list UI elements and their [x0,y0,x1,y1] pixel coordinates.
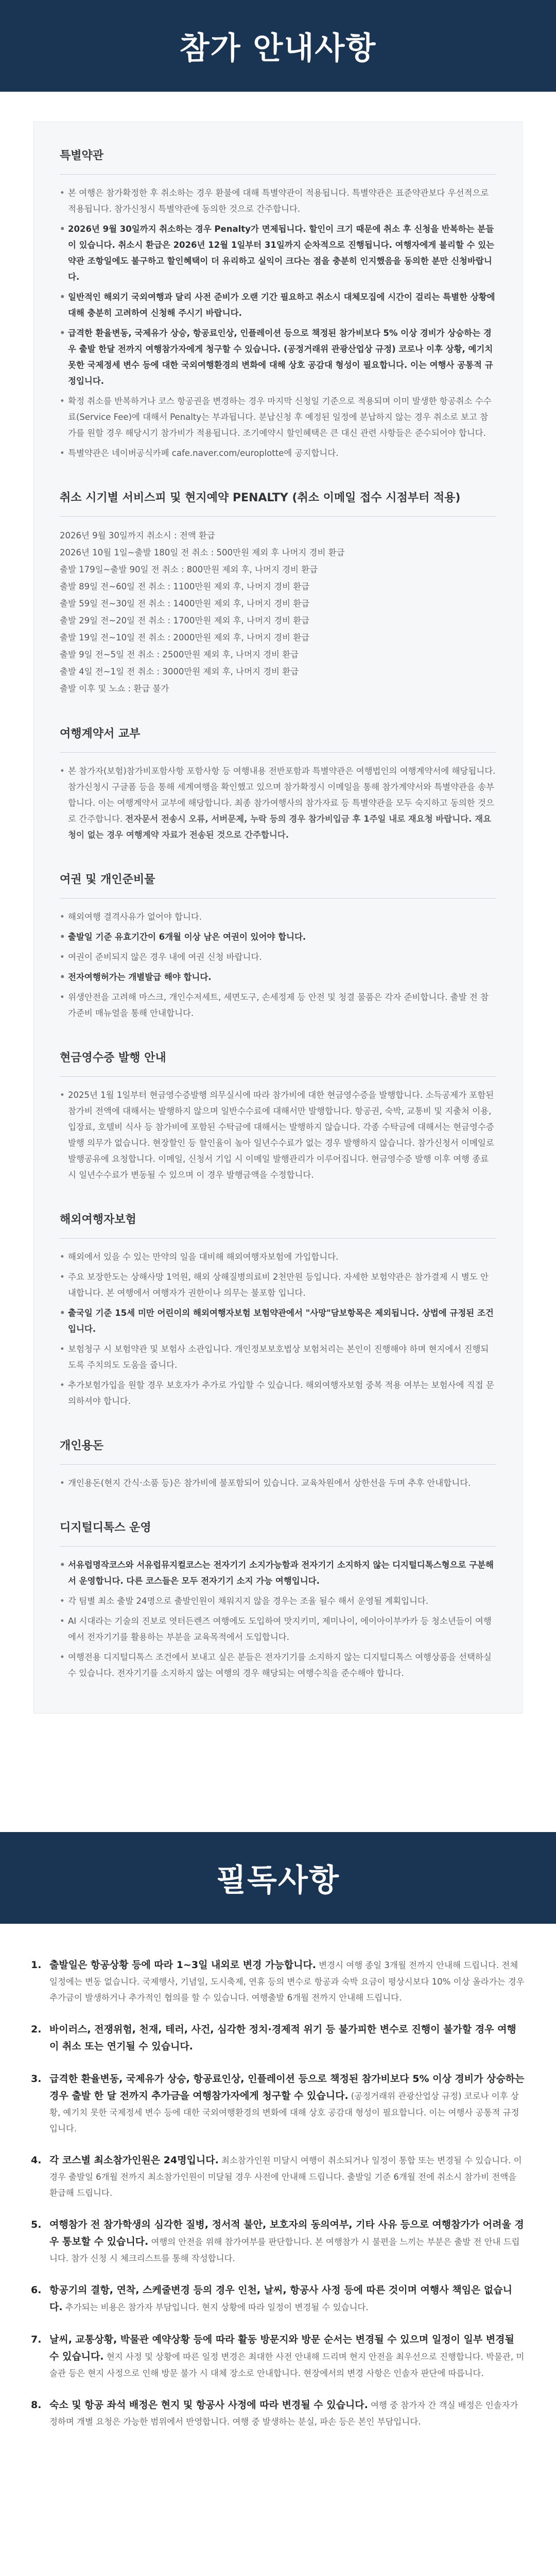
penalty-line: 출발 59일 전~30일 전 취소 : 1400만원 제외 후, 나머지 경비 환급 [60,599,310,608]
notice-headline: 날씨, 교통상황, 박물관 예약상황 등에 따라 활동 방문지와 방문 순서는 변경될 수 있으며 일정이 일부 변경될 수 있습니다. [49,2334,514,2362]
divider [60,752,496,753]
bullet-item: • 본 여행은 참가확정한 후 취소하는 경우 환불에 대해 특별약관이 적용됩니다. 특별약관은 표준약관보다 우선적으로 적용됩니다. 참가신청시 특별약관에 동의한 것으로 간주합니다. [60,185,496,217]
notice-headline: 출발일은 항공상황 등에 따라 1~3일 내외로 변경 가능합니다. [49,1959,317,1971]
notice-text: 최소참가인원 미달시 여행이 취소되거나 일정이 통합 또는 변경될 수 있습니다. 이 경우 출발일 6개월 전까지 최소참가인원이 미달될 경우 사전에 안내해 드립니다. 출발일 기준 6개월 전에 취소시 참가비 전액을 환급해 드립니다. [49,2156,522,2198]
notice-body [49,2216,525,2266]
divider [60,516,496,517]
penalty-line: 출발 9일 전~5일 전 취소 : 2500만원 제외 후, 나머지 경비 환급 [60,650,299,659]
notice-list [31,1957,525,2430]
bullet-item: • 추가보험가입을 원할 경우 보호자가 추가로 가입할 수 있습니다. 해외여행자보험 중복 적용 여부는 보험사에 직접 문의하셔야 합니다. [60,1377,496,1409]
bullet-item: • 각 팀별 최소 출발 24명으로 출발인원이 채워지지 않을 경우는 조율 될수 해서 운영될 계획입니다. [60,1593,496,1609]
bullet-item: • 출국일 기준 15세 미만 어린이의 해외여행자보험 보험약관에서 "사망"담보항목은 제외됩니다. 상법에 규정된 조건입니다. [60,1305,496,1337]
penalty-line: 출발 19일 전~10일 전 취소 : 2000만원 제외 후, 나머지 경비 환급 [60,633,310,642]
bullet-list [60,1249,496,1409]
section-passport [60,871,496,1021]
bullet-item: • 주요 보장한도는 상해사망 1억원, 해외 상해질병의료비 2천만원 등입니다. 자세한 보험약관은 참가결제 시 별도 안내합니다. 본 여행에서 여행자가 권한이나 의무는 불포함 입니다. [60,1269,496,1301]
divider [60,898,496,899]
notice-body [49,2331,525,2381]
section-title: 여권 및 개인준비물 [60,873,155,886]
notice-item [31,2071,525,2137]
divider [60,1238,496,1239]
penalty-lines [60,527,496,697]
header-participation-guide [0,0,556,92]
notice-number: 7. [31,2334,42,2345]
bullet-item: • 확정 취소를 반복하거나 코스 항공권을 변경하는 경우 마지막 신청일 기준으로 적용되며 이미 발생한 항공취소 수수료(Service Fee)에 대해서 Penalty는 부과됩니다. 분납신청 후 예정된 일정에 분납하지 않는 경우 취소로 보고 참가를 원할 경우 해당시기 참가비가 적용됩니다. 조기예약시 할인혜택은 큰 대신 관련 사항들은 준수되어야 합니다. [60,393,496,441]
bullet-item: • 서유럽명작코스와 서유럽뮤지컬코스는 전자기기 소지가능함과 전자기기 소지하지 않는 디지털디톡스형으로 구분해서 운영합니다. 다른 코스들은 모두 전자기기 소지 가능 여행입니다. [60,1557,496,1589]
section-cash-receipt [60,1049,496,1183]
bullet-item [60,763,496,843]
section-travel-insurance [60,1211,496,1409]
notice-text: 추가되는 비용은 참가자 부담입니다. 현지 상황에 따라 일정이 변경될 수 있습니다. [65,2302,369,2312]
notice-number: 6. [31,2284,42,2296]
bullet-list [60,1475,496,1491]
notice-text: (공정거래위 관광산업상 규정) 코로나 이후 상황, 예기치 못한 국제정세 변수 등에 대한 국외여행환경의 변화에 대해 상호 공감대 형성이 필요합니다. 이는 여행사 공통적 규정입니다. [49,2091,519,2133]
header-must-read [0,1832,556,1924]
bullet-item: • AI 시대라는 기술의 진보로 엿터든렌즈 여행에도 도입하여 맛지키미, 제미나이, 에이아이부카카 등 청소년들이 여행에서 전자기기를 활용하는 부분을 교육목적에서 도입합니다. [60,1613,496,1645]
notice-headline: 바이러스, 전쟁위험, 천재, 테러, 사건, 심각한 정치·경제적 위기 등 불가피한 변수로 진행이 불가할 경우 여행이 취소 또는 연기될 수 있습니다. [49,2024,516,2052]
bullet-item: • 해외여행 결격사유가 없어야 합니다. [60,909,496,925]
penalty-line: 출발 4일 전~1일 전 취소 : 3000만원 제외 후, 나머지 경비 환급 [60,667,299,676]
notice-headline: 급격한 환율변동, 국제유가 상승, 항공료인상, 인플레이션 등으로 책정된 참가비보다 5% 이상 경비가 상승하는 경우 출발 한 달 전까지 추가금을 여행참가자에게 청구할 수 있습니다. [49,2073,525,2102]
section-digital-detox [60,1519,496,1681]
bullet-item: • 전자여행허가는 개별발급 해야 합니다. [60,969,496,985]
section-title: 디지털디톡스 운영 [60,1521,151,1534]
notice-text: 현지 사정 및 상황에 따른 일정 변경은 최대한 사전 안내해 드리며 현지 안전을 최우선으로 진행합니다. 박물관, 미술관 등은 현지 사정으로 인해 방문 불가 시 대체 장소로 안내합니다. 현장에서의 변경 사항은 인솔자 판단에 따릅니다. [49,2352,525,2378]
bullet-item: • 출발일 기준 유효기간이 6개월 이상 남은 여권이 있어야 합니다. [60,929,496,945]
penalty-line: 출발 179일~출발 90일 전 취소 : 800만원 제외 후, 나머지 경비 환급 [60,565,318,574]
notice-item [31,2397,525,2430]
notice-number: 5. [31,2219,42,2230]
notice-headline: 각 코스별 최소참가인원은 24명입니다. [49,2155,219,2166]
divider [60,1464,496,1465]
notice-body [49,2071,525,2137]
section-title: 해외여행자보험 [60,1213,136,1226]
penalty-line: 2026년 9월 30일까지 취소시 : 전액 환급 [60,531,215,540]
section-title: 특별약관 [60,149,104,162]
bullet-item: • 개인용돈(현지 간식·소품 등)은 참가비에 불포함되어 있습니다. 교육차원에서 상한선을 두며 추후 안내합니다. [60,1475,496,1491]
bullet-item: • 특별약관은 네이버공식카페 cafe.naver.com/europlotte에 공지합니다. [60,445,496,461]
notice-number: 3. [31,2073,42,2084]
section-title: 여행계약서 교부 [60,727,141,740]
notice-headline: 항공기의 결항, 연착, 스케줄변경 등의 경우 인천, 날씨, 항공사 사정 등에 따른 것이며 여행사 책임은 없습니다. [49,2284,512,2313]
bullet-item: • 해외에서 있을 수 있는 만약의 일을 대비해 해외여행자보험에 가입합니다. [60,1249,496,1265]
notice-number: 1. [31,1959,42,1971]
penalty-line: 출발 29일 전~20일 전 취소 : 1700만원 제외 후, 나머지 경비 환급 [60,616,310,625]
notice-text: 여행의 안전을 위해 참가여부를 판단합니다. 본 여행참가 시 불편을 느끼는 부분은 출발 전 안내 드립니다. 참가 신청 시 체크리스트를 통해 작성합니다. [49,2237,520,2263]
bullet-list [60,909,496,1021]
notice-item [31,1957,525,2006]
header-title: 필독사항 [216,1862,340,1899]
divider [60,1546,496,1547]
divider [60,174,496,175]
bullet-item: • 일반적인 해외기 국외여행과 달리 사전 준비가 오랜 기간 필요하고 취소시 대체모집에 시간이 걸리는 특별한 상황에 대해 충분히 고려하여 신청해 주시기 바랍니다. [60,289,496,321]
penalty-line: 출발 이후 및 노쇼 : 환급 불가 [60,684,169,693]
bullet-item: • 2025년 1월 1일부터 현금영수증발행 의무실시에 따라 참가비에 대한 현금영수증을 발행합니다. 소득공제가 포함된 참가비 전액에 대해서는 발행하지 않으며 일반수수료에 대해서만 발행합니다. 항공권, 숙박, 교통비 및 지출처 이용, 입장료, 호텔비 식사 등 참가비에 포함된 수탁금에 대해서는 발행하지 않습니다. 각종 수탁금에 대해서는 현금영수증 발행 의무가 없습니다. 현장할인 등 할인율이 높아 일년수수료가 없는 경우 발행하지 않습니다. 참가신청서 이메일로 발행공유에 요청합니다. 이메일, 신청서 기입 시 이메일 발행관리가 이루어집니다. 현금영수증 발행 이후 여행 종료시 일년수수료가 변동될 수 있으며 이 경우 발행금액을 수정합니다. [60,1087,496,1183]
bullet-item: • 여행전용 디지털디톡스 조건에서 보내고 싶은 분들은 전자기기를 소지하지 않는 디지털디톡스 여행상품을 선택하실 수 있습니다. 전자기기를 소지하지 않는 여행의 경우 해당되는 여행수칙을 준수해야 합니다. [60,1649,496,1681]
notice-item [31,2216,525,2266]
notice-body [49,2397,525,2430]
guide-card [33,122,523,1714]
bullet-list [60,1087,496,1183]
notice-item [31,2331,525,2381]
notice-body [49,1957,525,2006]
notice-item [31,2021,525,2055]
contract-emphasis: 전자문서 전송시 오류, 서버문제, 누락 등의 경우 참가비입금 후 1주일 내로 재요청 바랍니다. 재요청이 없는 경우 여행계약 자료가 전송된 것으로 간주합니다. [68,814,492,840]
bullet-item: • 급격한 환율변동, 국제유가 상승, 항공료인상, 인플레이션 등으로 책정된 참가비보다 5% 이상 경비가 상승하는 경우 출발 한달 전까지 여행참가자에게 청구할 수 있습니다. (공정거래위 관광산업상 규정) 코로나 이후 상황, 예기치 못한 국제정세 변수 등에 대한 국외여행환경의 변화에 대해 상호 공감대 형성이 필요합니다. 이는 여행사 공통적 규정입니다. [60,325,496,389]
bullet-list [60,1557,496,1681]
notice-body [49,2021,525,2055]
bullet-list [60,763,496,843]
notice-headline: 여행참가 전 참가학생의 심각한 질병, 정서적 불안, 보호자의 동의여부, 기타 사유 등으로 여행참가가 어려울 경우 통보할 수 있습니다. [49,2219,524,2247]
bullet-item: • 여권이 준비되지 않은 경우 내에 여권 신청 바랍니다. [60,949,496,965]
notice-number: 4. [31,2155,42,2166]
notice-text: 변경시 여행 종일 3개월 전까지 안내해 드립니다. 전체 일정에는 변동 없습니다. 국제행사, 기념일, 도시축제, 연휴 등의 변수로 항공과 숙박 요금이 평상시보다 10% 이상 올라가는 경우 추가금이 발생하거나 추가적인 협의를 할 수 있습니다. 여행출발 6개월 전까지 안내해 드립니다. [49,1960,525,2003]
section-pocket-money [60,1437,496,1491]
notice-item [31,2152,525,2201]
penalty-line: 출발 89일 전~60일 전 취소 : 1100만원 제외 후, 나머지 경비 환급 [60,582,310,591]
penalty-line: 2026년 10월 1일~출발 180일 전 취소 : 500만원 제외 후 나머지 경비 환급 [60,548,345,557]
notice-text: 여행 중 참가자 간 객실 배정은 인솔자가 정하며 개별 요청은 가능한 범위에서 반영합니다. 여행 중 발생하는 분실, 파손 등은 본인 부담입니다. [49,2400,518,2427]
section-title: 개인용돈 [60,1439,104,1452]
notice-body [49,2282,525,2316]
section-title: 현금영수증 발행 안내 [60,1052,166,1064]
divider [60,1076,496,1077]
section-title: 취소 시기별 서비스피 및 현지예약 PENALTY (취소 이메일 접수 시점부터 적용) [60,492,461,504]
bullet-item: • 2026년 9월 30일까지 취소하는 경우 Penalty가 면제됩니다. 할인이 크기 때문에 취소 후 신청을 반복하는 분들이 있습니다. 취소시 환급은 2026년 12월 1일부터 31일까지 순차적으로 진행됩니다. 여행자에게 불리할 수 있는 약관 조항일에도 불구하고 할인혜택이 더 유리하고 실익이 크다는 점을 충분히 인지했음을 동의한 분만 신청바랍니다. [60,221,496,285]
notice-number: 2. [31,2024,42,2035]
notice-number: 8. [31,2399,42,2411]
section-special-terms [60,147,496,461]
contract-text: 본 참가자(보험)참가비포함사항 포함사항 등 여행내용 전반포함과 특별약관은 여행법인의 여행계약서에 해당됩니다. 참가신청시 구글폼 등을 통해 세계여행을 확인했고 있으며 참가확정시 이메일을 통해 참가계약서와 특별약관을 송부합니다. 이는 여행계약서 교부에 해당합니다. 최종 참가여행사의 참가자료 등 특별약관을 모두 숙지하고 동의한 것으로 간주합니다. [68,766,496,824]
notice-headline: 숙소 및 항공 좌석 배정은 현지 및 항공사 사정에 따라 변경될 수 있습니다. [49,2399,368,2411]
header-title: 참가 안내사항 [179,30,377,66]
section-cancellation-penalty [60,489,496,697]
bullet-item: • 위생안전을 고려해 마스크, 개인수저세트, 세면도구, 손세정제 등 안전 및 청결 물품은 각자 준비합니다. 출발 전 참가준비 매뉴얼을 통해 안내합니다. [60,989,496,1021]
section-travel-contract [60,725,496,843]
bullet-list [60,185,496,461]
bullet-item: • 보험청구 시 보험약관 및 보험사 소관입니다. 개인정보보호법상 보험처리는 본인이 진행해야 하며 현지에서 진행되도록 주치의도 도움을 줍니다. [60,1341,496,1373]
notice-body [49,2152,525,2201]
notice-item [31,2282,525,2316]
